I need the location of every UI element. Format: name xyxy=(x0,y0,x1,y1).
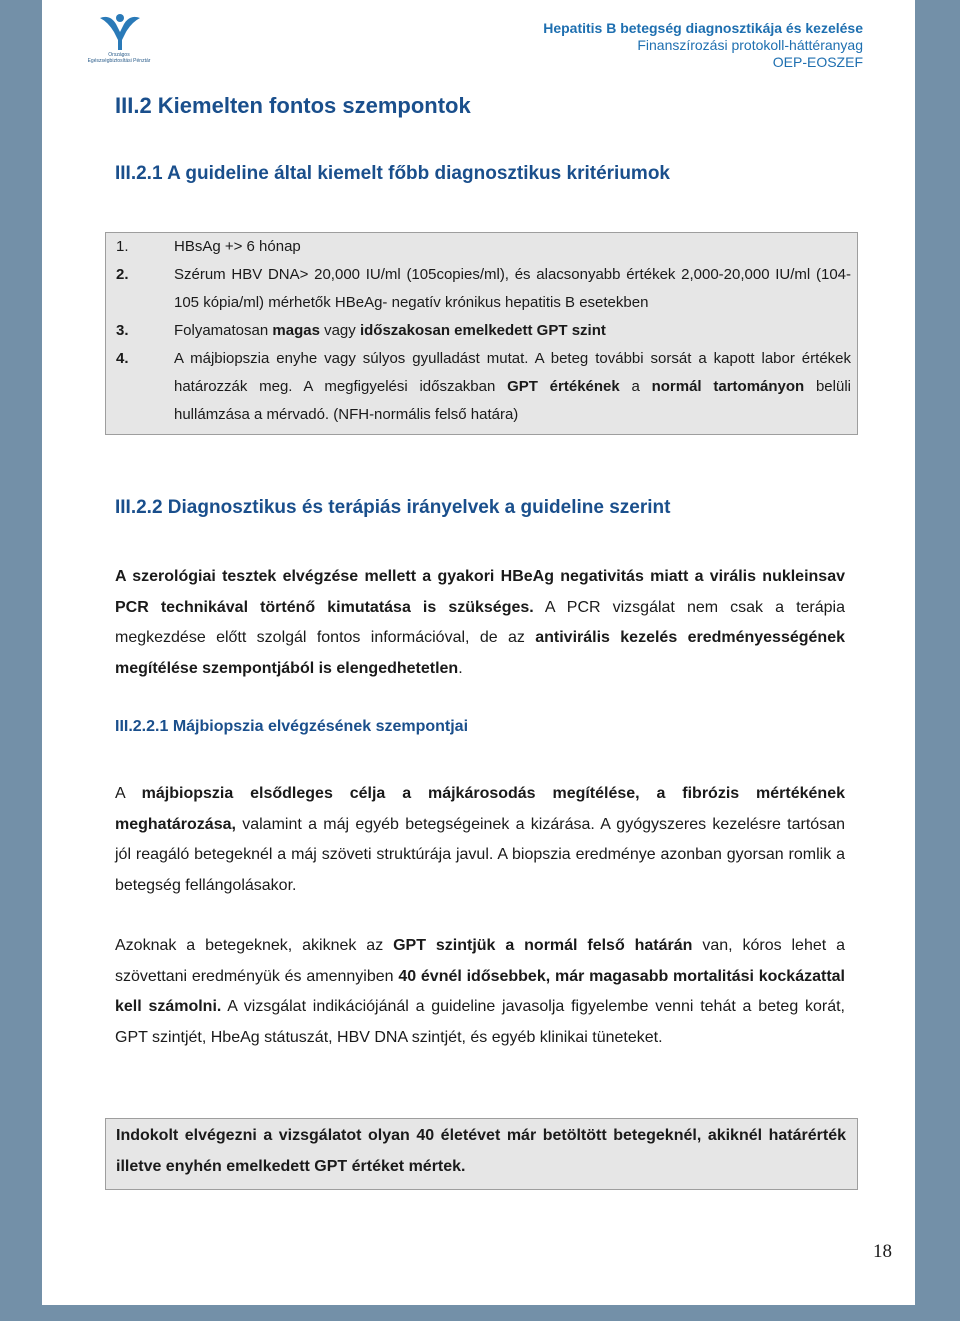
subsection-title-2: III.2.2 Diagnosztikus és terápiás irányelvek a guideline szerint xyxy=(115,497,671,518)
criteria-item-2 xyxy=(116,261,851,317)
subsection-title-1: III.2.1 A guideline által kiemelt főbb diagnosztikus kritériumok xyxy=(115,163,670,184)
criteria-item-3 xyxy=(116,317,851,345)
biopsy-paragraph-2: Azoknak a betegeknek, akiknek az GPT szintjük a normál felső határán van, kóros lehet a szövettani eredményük és amennyiben 40 évnél idősebbek, már magasabb mortalitási kockázattal kell számolni. A vizsgálat indikációjánál a guideline javasolja figyelembe venni tehát a beteg korát, GPT szintjét, HbeAg státuszát, HBV DNA szintjét, és egyéb klinikai tüneteket. xyxy=(115,937,846,1046)
criteria-item-1 xyxy=(116,233,851,261)
section-title: III.2 Kiemelten fontos szempontok xyxy=(115,93,471,118)
header-line1: Hepatitis B betegség diagnosztikája és kezelése xyxy=(543,20,863,36)
indication-text: Indokolt elvégezni a vizsgálatot olyan 40 életévet már betöltött betegeknél, akiknél határérték illetve enyhén emelkedett GPT értéket mértek. xyxy=(116,1127,846,1175)
item-number: 4. xyxy=(116,350,129,367)
subsection-title-3: III.2.2.1 Májbiopszia elvégzésének szempontjai xyxy=(115,718,469,735)
criteria-box xyxy=(105,232,858,435)
page-number: 18 xyxy=(873,1241,892,1262)
item-text: Folyamatosan magas vagy időszakosan emelkedett GPT szint xyxy=(174,322,606,339)
header-line3: OEP-EOSZEF xyxy=(772,54,863,70)
indication-box xyxy=(105,1118,858,1190)
item-number: 2. xyxy=(116,266,129,283)
header-line2: Finanszírozási protokoll-háttéranyag xyxy=(637,37,863,53)
item-text: A májbiopszia enyhe vagy súlyos gyulladást mutat. A beteg további sorsát a kapott labor értékek határozzák meg. A megfigyelési időszakban GPT értékének a normál tartományon belüli hullámzása a mérvadó. (NFH-normális felső határa) xyxy=(174,350,851,423)
biopsy-paragraph-1: A májbiopszia elsődleges célja a májkárosodás megítélése, a fibrózis mértékének meghatározása, valamint a máj egyéb betegségeinek a kizárása. A gyógyszeres kezelésre tartósan jól reagáló betegeknél a máj szöveti struktúrája javul. A biopszia eredménye azonban gyorsan romlik a betegség fellángolásakor. xyxy=(115,785,845,894)
item-number: 3. xyxy=(116,322,129,339)
item-text: Szérum HBV DNA> 20,000 IU/ml (105copies/ml), és alacsonyabb értékek 2,000-20,000 IU/ml (104-105 kópia/ml) mérhetők HBeAg- negatív krónikus hepatitis B esetekben xyxy=(174,266,851,311)
criteria-item-4 xyxy=(116,345,851,429)
logo-caption: Országos Egészségbiztosítási Pénztár xyxy=(87,52,151,64)
diagnostic-paragraph: A szerológiai tesztek elvégzése mellett a gyakori HBeAg negativitás miatt a virális nukleinsav PCR technikával történő kimutatása is szükséges. A PCR vizsgálat nem csak a terápia megkezdése előtt szolgál fontos információval, de az antivirális kezelés eredményességének megítélése szempontjából is elengedhetetlen. xyxy=(115,568,845,677)
running-header xyxy=(543,20,863,71)
item-number: 1. xyxy=(116,238,129,255)
item-text: HBsAg +> 6 hónap xyxy=(174,238,301,255)
